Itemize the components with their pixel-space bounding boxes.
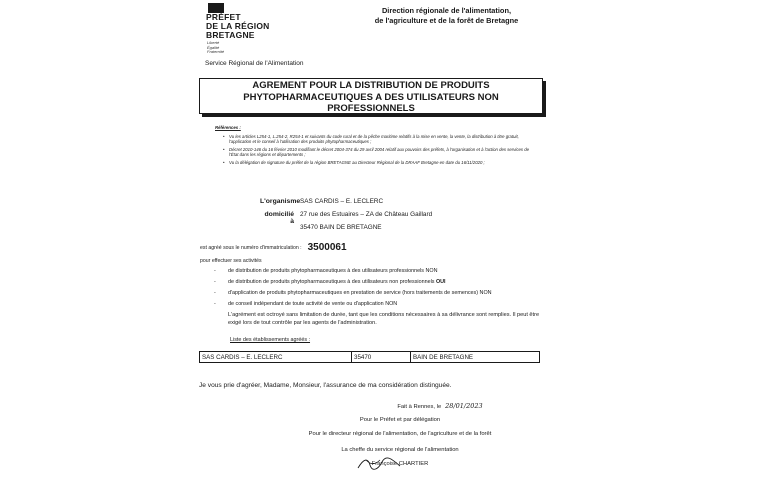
reference-item: • Vu les articles L254-1, L.254-2, R254-1 et suivants du code rural et de la pêche maritime relatifs à la mise en vente, la vente, la distribution à titre gratuit, l'application et le conseil à l'utilisation des produits phytopharmaceutiques ; (229, 134, 539, 144)
activity-item: - de conseil indépendant de toute activité de vente ou d'application NON (214, 301, 398, 307)
reference-item: • Vu la délégation de signature du préfet de la région BRETAGNE au Directeur Régional de la DRAAF Bretagne en date du 16/11/2020 ; (229, 160, 539, 165)
address-line2: 35470 BAIN DE BRETAGNE (300, 224, 382, 231)
references-label: Références : (215, 125, 241, 130)
delegation-line3: La cheffe du service régional de l'alimentation (341, 447, 459, 453)
republic-motto: Liberté Égalité Fraternité (207, 40, 225, 55)
address-line1: 27 rue des Estuaires – ZA de Château Gaillard (300, 211, 433, 218)
establishments-label: Liste des établissements agréés : (230, 337, 311, 343)
domicile-label: domicilié à (264, 211, 294, 225)
service-name: Service Régional de l'Alimentation (205, 60, 304, 67)
activity-item: - de distribution de produits phytopharmaceutiques à des utilisateurs professionnels NON (214, 268, 438, 274)
table-row (200, 352, 540, 363)
establishment-city: BAIN DE BRETAGNE (411, 352, 540, 363)
prefet-logo-title: PRÉFET DE LA RÉGION BRETAGNE (206, 12, 270, 40)
activities-intro: pour effectuer ses activités (200, 258, 262, 264)
place-date: Fait à Rennes, le 28/01/2023 (397, 402, 483, 410)
document-title: AGREMENT POUR LA DISTRIBUTION DE PRODUITS PHYTOPHARMACEUTIQUES A DES UTILISATEURS NON PROFESSIONNELS (199, 78, 543, 114)
signatory-name: Françoise CHARTIER (371, 461, 429, 467)
establishment-name: SAS CARDIS – E. LECLERC (200, 352, 352, 363)
activity-status: NON (479, 290, 492, 296)
agreement-number-line: est agréé sous le numéro d'immatriculation : 3500061 (200, 242, 347, 253)
delegation-line1: Pour le Préfet et par délégation (359, 417, 441, 423)
agreement-number: 3500061 (307, 242, 347, 253)
activity-item: - de distribution de produits phytopharmaceutiques à des utilisateurs non professionnels OUI (214, 279, 446, 285)
activity-status: NON (425, 268, 438, 274)
reference-item: • Décret 2010-146 du 16 février 2010 modifiant le décret 2004-374 du 29 avril 2004 relatif aux pouvoirs des préfets, à l'organisation et à l'action des services de l'État dans les régions et départements ; (229, 147, 539, 157)
organism-label: L'organisme (260, 198, 301, 205)
delegation-line2: Pour le directeur régional de l'alimentation, de l'agriculture et de la forêt (308, 431, 492, 437)
closing-formula: Je vous prie d'agréer, Madame, Monsieur, l'assurance de ma considération distinguée. (199, 382, 452, 389)
direction-header: Direction régionale de l'alimentation, de l'agriculture et de la forêt de Bretagne (374, 6, 519, 25)
activity-status: NON (385, 301, 398, 307)
organism-name: SAS CARDIS – E. LECLERC (300, 198, 384, 205)
references-section (215, 125, 539, 168)
activity-item: - d'application de produits phytopharmaceutiques en prestation de service (hors traitements de semences) NON (214, 290, 492, 296)
activity-status: OUI (435, 279, 446, 285)
handwritten-date: 28/01/2023 (445, 402, 483, 410)
duration-paragraph: L'agrément est octroyé sans limitation de durée, tant que les conditions nécessaires à sa délivrance sont remplies. Il peut être exigé lors de tout contrôle par les agents de l'administration. (228, 312, 540, 326)
establishments-table (199, 351, 540, 363)
establishment-postcode: 35470 (352, 352, 411, 363)
